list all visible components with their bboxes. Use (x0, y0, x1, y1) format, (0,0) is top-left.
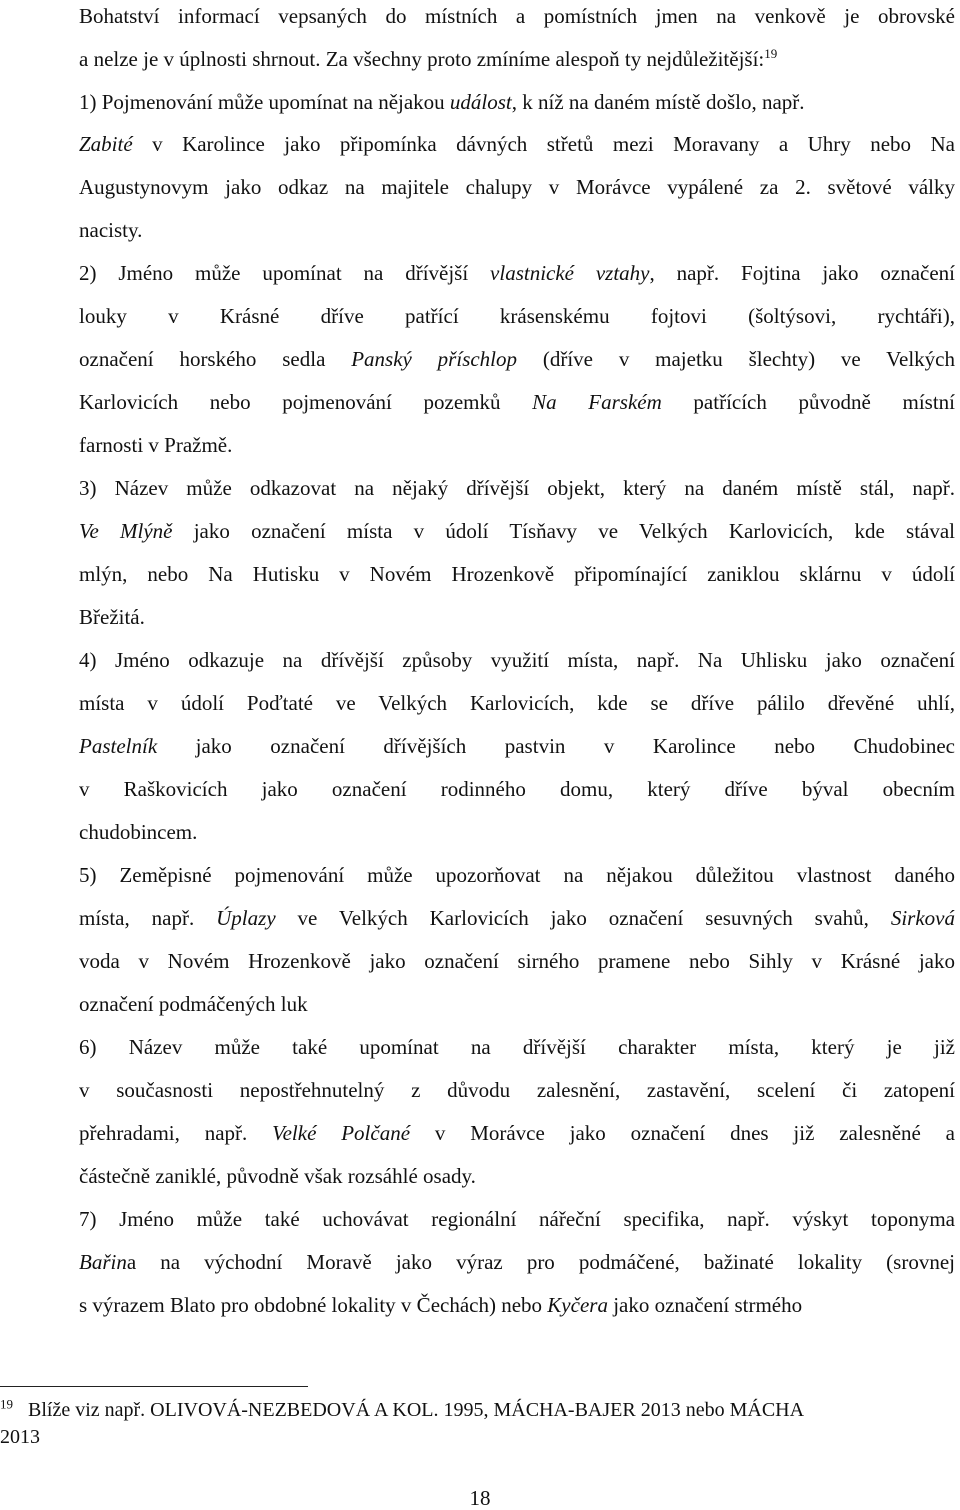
text-run: s výrazem Blato pro obdobné lokality v Čechách) nebo (79, 1293, 548, 1317)
text-line (79, 1206, 955, 1232)
italic-term: Pastelník (79, 734, 158, 758)
text-run: a nelze je v úplnosti shrnout. Za všechny proto zmíníme alespoň ty nejdůležitější: (79, 47, 765, 71)
text-line (79, 260, 955, 286)
text-line (79, 432, 955, 458)
text-line (79, 604, 955, 630)
text-line (79, 1077, 955, 1103)
text-run: místa v údolí Poďtaté ve Velkých Karlovicích, kde se dříve pálilo dřevěné uhlí, (79, 691, 955, 715)
text-run: v současnosti nepostřehnutelný z důvodu zalesnění, zastavění, scelení či zatopení (79, 1078, 955, 1102)
text-run: a na východní Moravě jako výraz pro podmáčené, bažinaté lokality (srovnej (126, 1250, 955, 1274)
text-line (79, 1163, 955, 1189)
footnote-ref: 19 (764, 46, 778, 61)
text-line (79, 647, 955, 673)
text-run: označení horského sedla (79, 347, 352, 371)
text-line (79, 862, 955, 888)
text-run: v Karolince jako připomínka dávných střetů mezi Moravany a Uhry nebo Na (132, 132, 955, 156)
text-run: , k níž na daném místě došlo, např. (511, 90, 805, 114)
text-line (79, 174, 955, 200)
text-line (79, 89, 955, 115)
text-run: 6) Název může také upomínat na dřívější charakter místa, který je již (79, 1035, 955, 1059)
text-line (79, 733, 955, 759)
footnote-separator (0, 1386, 308, 1387)
text-run: Břežitá. (79, 605, 145, 629)
text-line (79, 131, 955, 157)
text-line (79, 1249, 955, 1275)
text-line (79, 1292, 955, 1318)
text-run: jako označení dřívějších pastvin v Karolince nebo Chudobinec (157, 734, 955, 758)
text-line (79, 819, 955, 845)
footnote-text-line2: 2013 (0, 1426, 40, 1448)
italic-term: Velké Polčané (272, 1121, 411, 1145)
footnote-number: 19 (0, 1396, 13, 1412)
italic-term: Na Farském (532, 390, 662, 414)
text-line (79, 518, 955, 544)
text-run: voda v Novém Hrozenkově jako označení sirného pramene nebo Sihly v Krásné jako (79, 949, 955, 973)
text-run: Karlovicích nebo pojmenování pozemků (79, 390, 533, 414)
text-run: částečně zaniklé, původně však rozsáhlé osady. (79, 1164, 476, 1188)
footnote (0, 1398, 804, 1422)
text-run: 5) Zeměpisné pojmenování může upozorňovat na nějakou důležitou vlastnost daného (79, 863, 955, 887)
text-run: v Raškovicích jako označení rodinného domu, který dříve býval obecním (79, 777, 955, 801)
text-line (79, 346, 955, 372)
text-line (79, 217, 955, 243)
italic-term: událost (449, 90, 512, 114)
text-run: 7) Jméno může také uchovávat regionální nářeční specifika, např. výskyt toponyma (79, 1207, 955, 1231)
text-run: 3) Název může odkazovat na nějaký dřívější objekt, který na daném místě stál, např. (79, 476, 955, 500)
footnote-text-line1: Blíže viz např. OLIVOVÁ-NEZBEDOVÁ A KOL. 1995, MÁCHA-BAJER 2013 nebo MÁCHA (28, 1399, 805, 1421)
italic-term: Bařin (79, 1250, 127, 1274)
text-run: farnosti v Pražmě. (79, 433, 233, 457)
text-line (79, 475, 955, 501)
italic-term: Sirková (890, 906, 955, 930)
text-run: Augustynovym jako odkaz na majitele chalupy v Morávce vypálené za 2. světové války (79, 175, 955, 199)
text-line (79, 389, 955, 415)
text-line (79, 46, 955, 72)
text-run: mlýn, nebo Na Hutisku v Novém Hrozenkově připomínající zaniklou sklárnu v údolí (79, 562, 955, 586)
text-run: 2) Jméno může upomínat na dřívější (79, 261, 491, 285)
text-run: nacisty. (79, 218, 143, 242)
text-run: chudobincem. (79, 820, 198, 844)
italic-term: Panský příschlop (351, 347, 518, 371)
text-run: jako označení strmého (607, 1293, 803, 1317)
page-number: 18 (469, 1486, 491, 1510)
text-line (79, 948, 955, 974)
text-line (79, 561, 955, 587)
italic-term: Úplazy (216, 906, 276, 930)
text-line (79, 776, 955, 802)
text-line (79, 991, 955, 1017)
italic-term: Kyčera (547, 1293, 608, 1317)
text-line (79, 303, 955, 329)
text-run: 1) Pojmenování může upomínat na nějakou (79, 90, 450, 114)
text-line (79, 3, 955, 29)
text-run: jako označení místa v údolí Tísňavy ve Velkých Karlovicích, kde stával (172, 519, 955, 543)
text-line (79, 905, 955, 931)
italic-term: vlastnické vztahy (490, 261, 650, 285)
text-line (79, 1034, 955, 1060)
italic-term: Ve Mlýně (79, 519, 173, 543)
text-run: Bohatství informací vepsaných do místních a pomístních jmen na venkově je obrovské (79, 4, 955, 28)
text-run: označení podmáčených luk (79, 992, 308, 1016)
text-run: , např. Fojtina jako označení (649, 261, 956, 285)
text-run: patřících původně místní (661, 390, 955, 414)
text-run: louky v Krásné dříve patřící krásenskému fojtovi (šoltýsovi, rychtáři), (79, 304, 955, 328)
text-run: místa, např. (79, 906, 217, 930)
text-run: (dříve v majetku šlechty) ve Velkých (517, 347, 955, 371)
italic-term: Zabité (79, 132, 133, 156)
text-run: v Morávce jako označení dnes již zalesněné a (410, 1121, 955, 1145)
text-run: přehradami, např. (79, 1121, 273, 1145)
text-run: ve Velkých Karlovicích jako označení sesuvných svahů, (275, 906, 891, 930)
text-run: 4) Jméno odkazuje na dřívější způsoby využití místa, např. Na Uhlisku jako označení (79, 648, 955, 672)
text-line (79, 690, 955, 716)
text-line (79, 1120, 955, 1146)
